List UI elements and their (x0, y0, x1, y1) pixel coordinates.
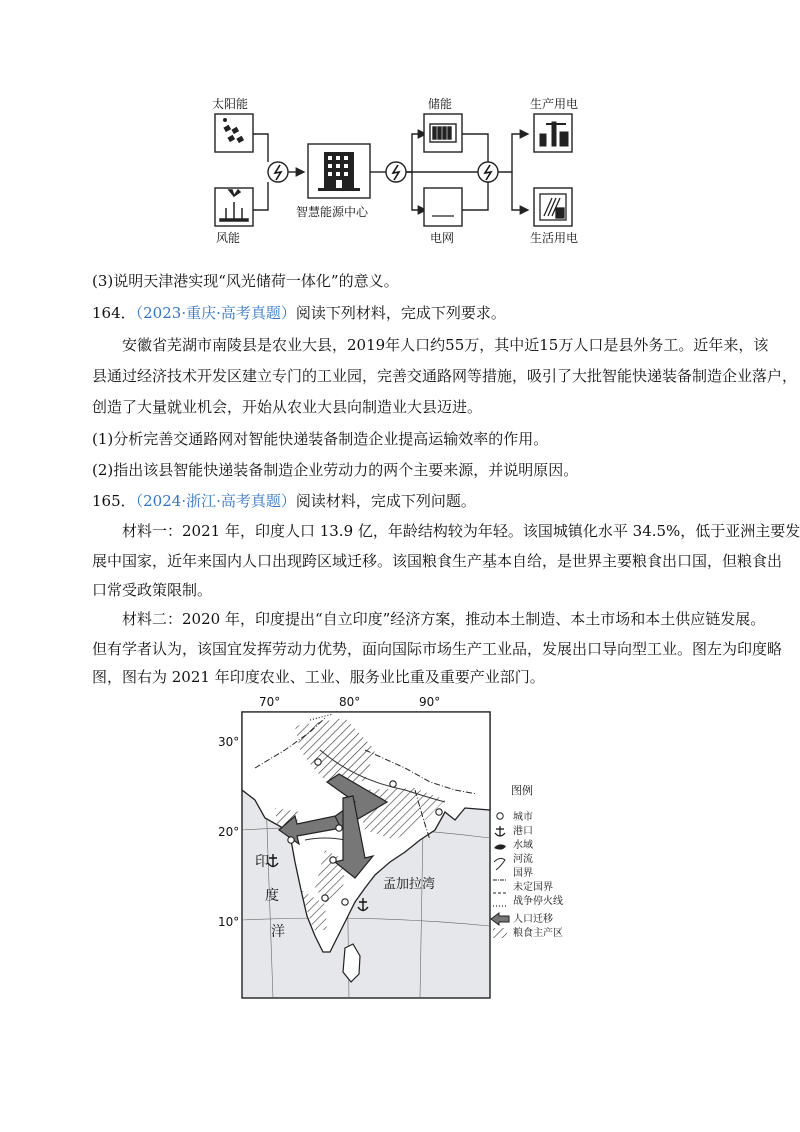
longitude-label: 90° (419, 695, 441, 709)
q164-subquestion-1: (1)分析完善交通路网对智能快递装备制造企业提高运输效率的作用。 (92, 430, 549, 448)
center-label: 智慧能源中心 (296, 205, 369, 219)
question-164-header (92, 302, 506, 324)
question-source: （2024·浙江·高考真题） (135, 492, 296, 510)
latitude-label: 20° (218, 825, 240, 839)
battery-storage-icon (430, 124, 456, 142)
map-legend (491, 783, 563, 939)
legend-item: 人口迁移 (513, 914, 553, 925)
building-icon (318, 152, 360, 191)
question-source: （2023·重庆·高考真题） (135, 304, 296, 322)
longitude-label: 70° (259, 695, 281, 709)
question-number: 165． (92, 492, 136, 510)
material-1-line: 口常受政策限制。 (92, 581, 213, 599)
q164-paragraph-line: 创造了大量就业机会，开始从农业大县向制造业大县迈进。 (92, 398, 483, 416)
question-instruction: 阅读材料，完成下列问题。 (295, 492, 476, 510)
latitude-label: 30° (218, 735, 240, 749)
material-2-line: 图，图右为 2021 年印度农业、工业、服务业比重及重要产业部门。 (92, 668, 545, 686)
legend-title: 图例 (511, 784, 533, 797)
legend-item: 未定国界 (513, 882, 553, 893)
legend-item: 水域 (513, 840, 533, 851)
question-165-header (92, 490, 476, 512)
material-1-line: 展中国家，近年来国内人口出现跨区域迁移。该国粮食生产基本自给，是世界主要粮食出口国，但粮食出 (92, 552, 783, 570)
q164-subquestion-2: (2)指出该县智能快递装备制造企业劳动力的两个主要来源，并说明原因。 (92, 461, 579, 479)
ocean-label: 洋 (271, 924, 285, 940)
legend-item: 河流 (513, 854, 533, 865)
legend-item: 港口 (513, 826, 533, 837)
india-map (215, 690, 605, 1010)
wind-label: 风能 (216, 231, 241, 245)
question-163-3: (3)说明天津港实现“风光储荷一体化”的意义。 (92, 272, 399, 290)
energy-flow-diagram (200, 92, 600, 252)
storage-label: 储能 (428, 97, 453, 111)
production-label: 生产用电 (530, 97, 579, 111)
ocean-label: 印 (255, 854, 269, 870)
living-label: 生活用电 (530, 231, 579, 245)
ocean-label: 度 (265, 888, 279, 904)
solar-label: 太阳能 (212, 97, 249, 111)
bay-of-bengal-label: 孟加拉湾 (383, 877, 436, 892)
longitude-label: 80° (339, 695, 361, 709)
material-2-line: 材料二：2020 年，印度提出“自立印度”经济方案，推动本土制造、本土市场和本土供应链发展。 (122, 610, 766, 628)
material-2-line: 但有学者认为，该国宜发挥劳动力优势，面向国际市场生产工业品，发展出口导向型工业。图左为印度略 (92, 640, 783, 658)
q164-paragraph-line: 安徽省芜湖市南陵县是农业大县，2019年人口约55万，其中近15万人口是县外务工。近年来，该 (122, 336, 769, 354)
legend-item: 城市 (513, 812, 533, 823)
legend-item: 粮食主产区 (513, 928, 563, 939)
question-number: 164． (92, 304, 136, 322)
legend-item: 国界 (513, 868, 533, 879)
legend-item: 战争停火线 (513, 896, 563, 907)
q164-paragraph-line: 县通过经济技术开发区建立专门的工业园，完善交通路网等措施，吸引了大批智能快递装备制造企业落户， (92, 367, 798, 385)
question-instruction: 阅读下列材料，完成下列要求。 (295, 304, 506, 322)
latitude-label: 10° (218, 915, 240, 929)
material-1-line: 材料一：2021 年，印度人口 13.9 亿，年龄结构较为年轻。该国城镇化水平 34.5%，低于亚洲主要发 (122, 522, 800, 540)
grid-label: 电网 (430, 231, 455, 245)
